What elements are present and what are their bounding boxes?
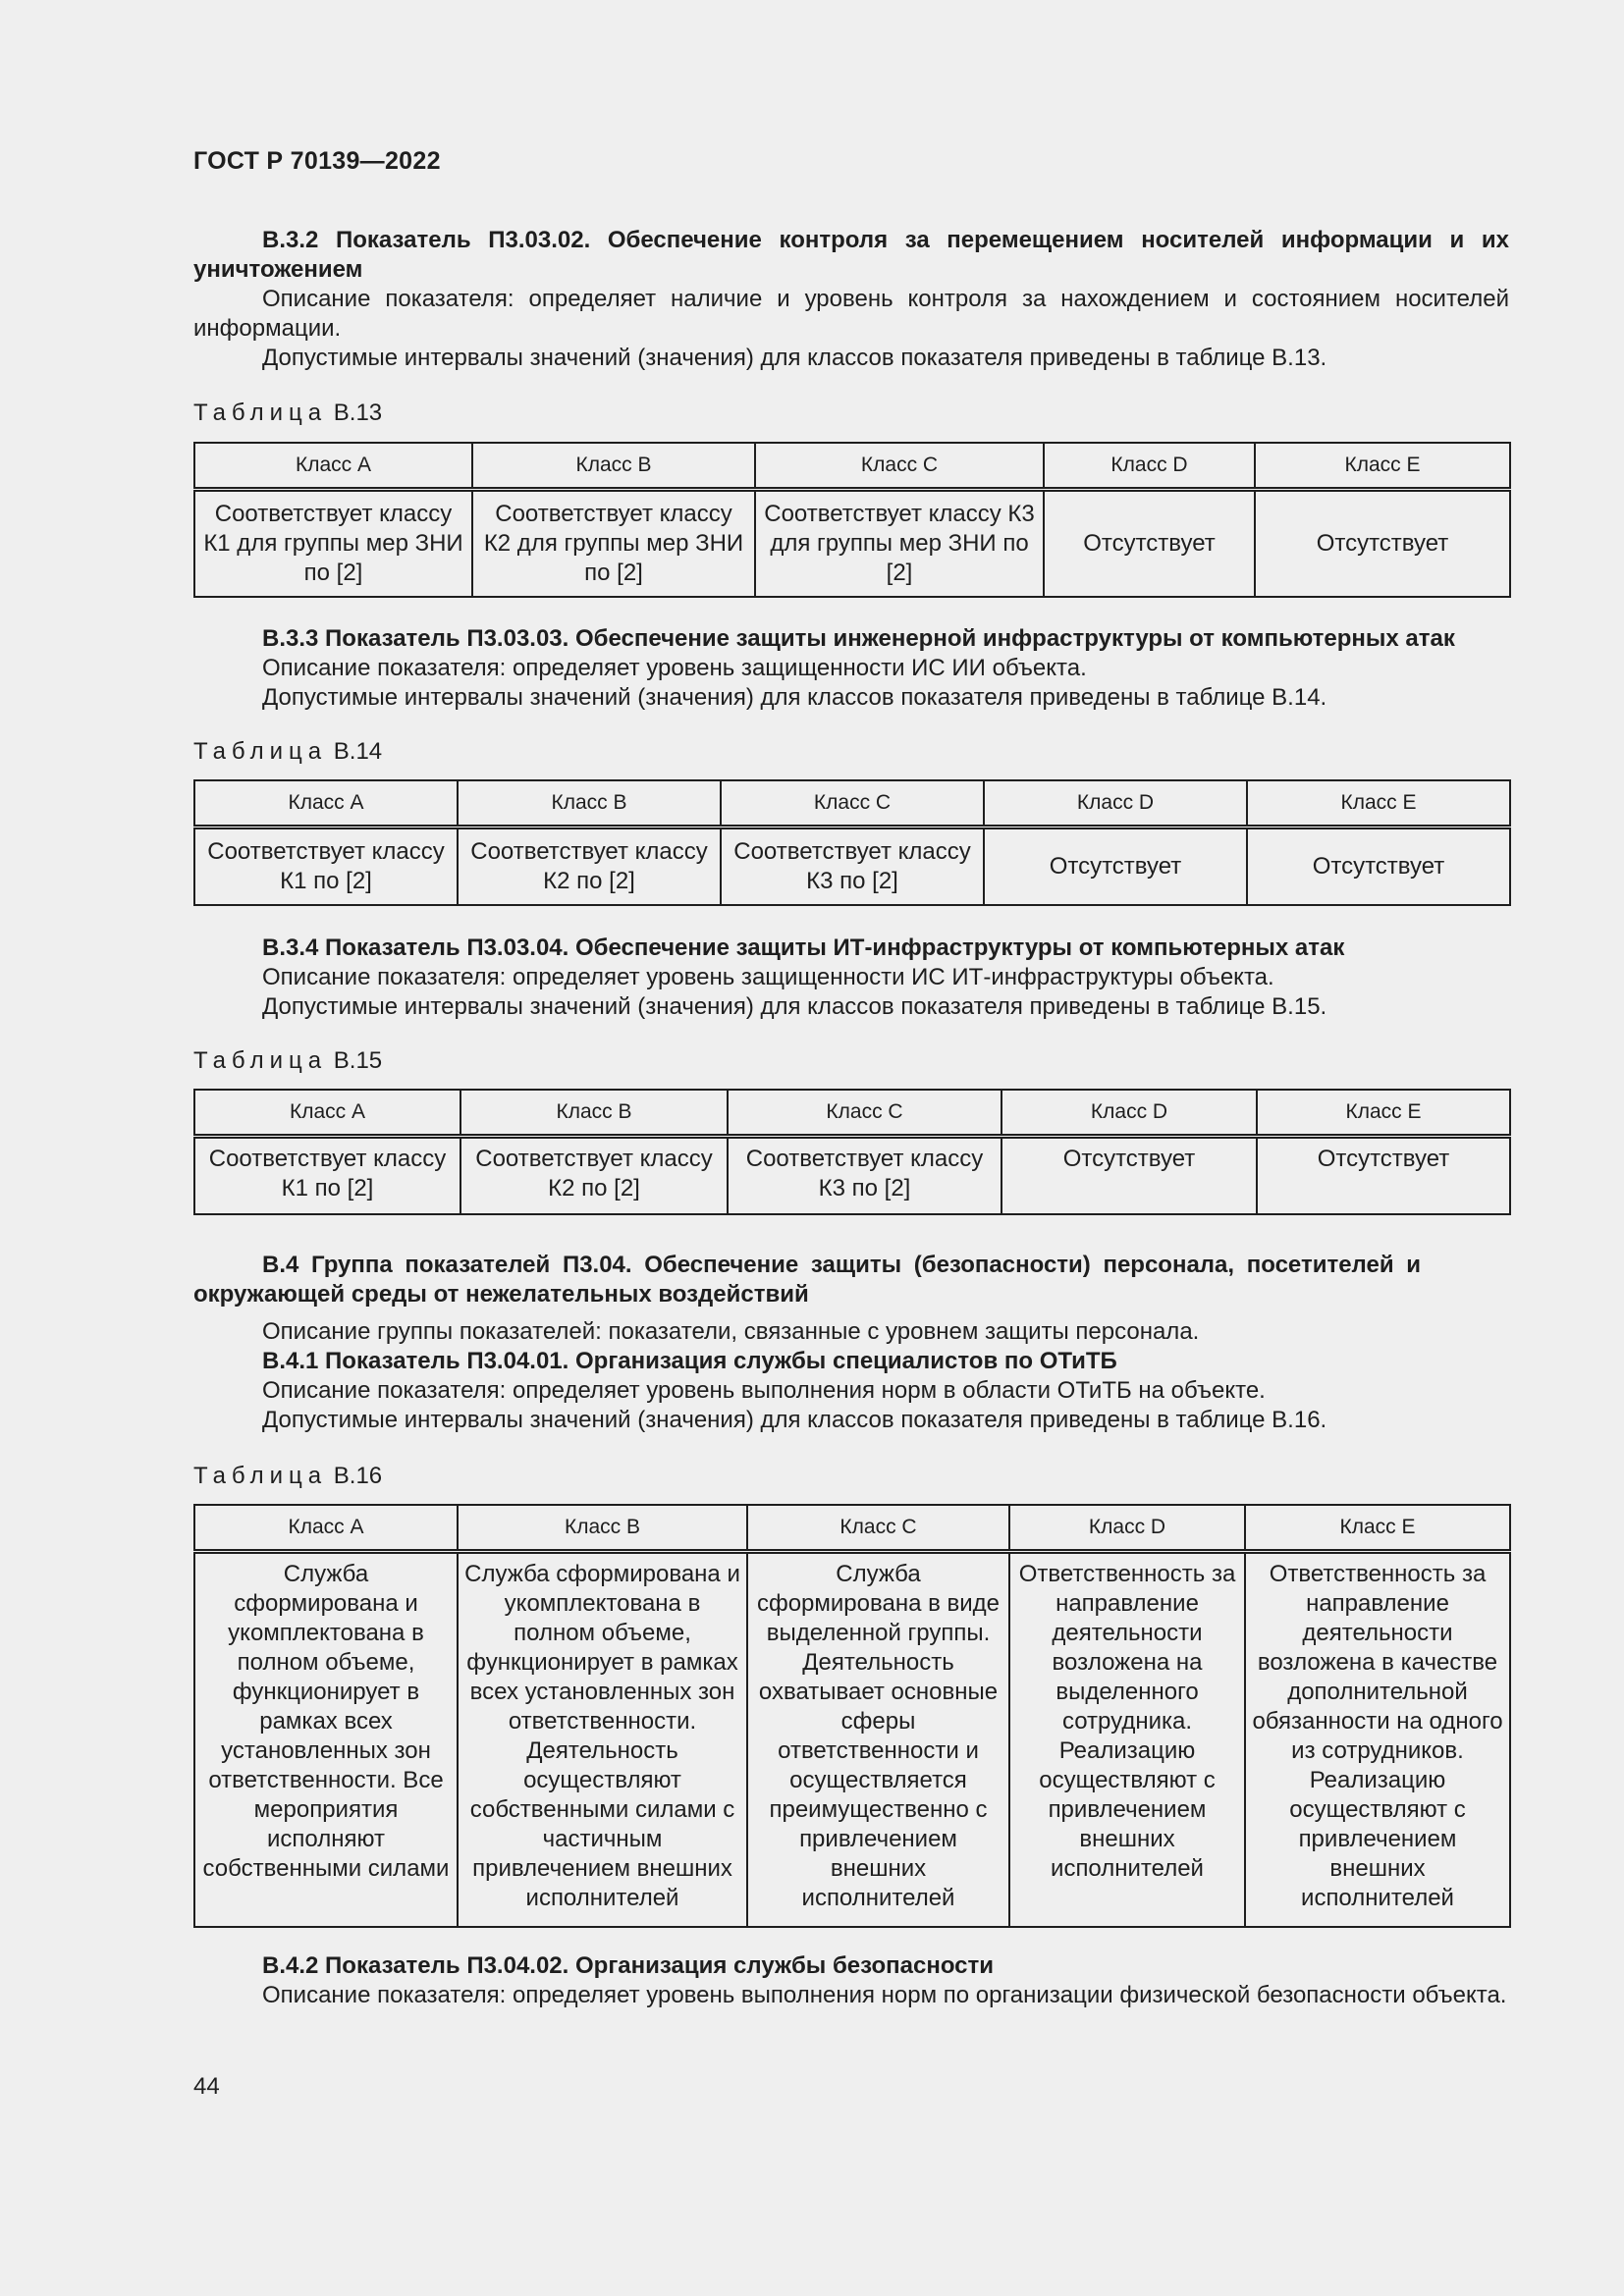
table-b14 [193,779,1511,906]
caption-word: Таблица [193,1047,328,1074]
table-cell: Соответствует классу К1 по [2] [194,1137,460,1214]
subsection-title: В.4.1 Показатель П3.04.01. Организация службы специалистов по ОТиТБ [262,1348,1117,1374]
header-cell: Класс Е [1245,1505,1510,1552]
section-intervals: Допустимые интервалы значений (значения) для классов показателя приведены в таблице В.16. [262,1407,1327,1433]
table-cell: Соответствует классу К1 для группы мер ЗНИ по [2] [194,490,472,597]
table-cell: Соответствует классу К3 для группы мер ЗНИ по [2] [755,490,1044,597]
table-caption-b14 [193,738,382,766]
section-description: Описание показателя: определяет уровень защищенности ИС ИТ-инфраструктуры объекта. [262,964,1274,990]
section-description: Описание группы показателей: показатели, связанные с уровнем защиты персонала. [262,1318,1200,1345]
caption-number: В.16 [333,1463,383,1489]
table-cell: Соответствует классу К2 для группы мер ЗНИ по [2] [472,490,755,597]
table-caption-b15 [193,1047,382,1075]
table-cell: Соответствует классу К1 по [2] [194,828,458,905]
table-cell: Отсутствует [984,828,1247,905]
table-cell: Отсутствует [1255,490,1510,597]
caption-word: Таблица [193,738,328,765]
caption-word: Таблица [193,1463,328,1489]
table-cell: Отсутствует [1001,1137,1257,1214]
section-intervals: Допустимые интервалы значений (значения) для классов показателя приведены в таблице В.15. [262,993,1327,1020]
table-header-row [194,1505,1510,1552]
page-number: 44 [193,2073,220,2100]
table-header-row [194,1090,1510,1137]
table-caption-b16 [193,1463,382,1490]
header-cell: Класс С [721,780,984,828]
table-cell: Ответственность за направление деятельности возложена в качестве дополнительной обязанности на одного из сотрудников. Реализацию осуществляют с привлечением внешних исполнителей [1245,1552,1510,1927]
header-cell: Класс Е [1255,443,1510,490]
header-cell: Класс D [984,780,1247,828]
table-cell: Отсутствует [1257,1137,1510,1214]
table-cell: Отсутствует [1044,490,1255,597]
table-caption-b13 [193,400,382,427]
section-description: Описание показателя: определяет уровень выполнения норм в области ОТиТБ на объекте. [262,1377,1266,1404]
section-b4 [193,1251,1509,1435]
header-cell: Класс В [458,780,721,828]
section-intervals: Допустимые интервалы значений (значения) для классов показателя приведены в таблице В.13. [262,345,1327,371]
caption-number: В.15 [333,1047,383,1074]
section-description: Описание показателя: определяет уровень выполнения норм по организации физической безопасности объекта. [262,1982,1507,2008]
section-title: В.4.2 Показатель П3.04.02. Организация службы безопасности [262,1952,995,1979]
table-cell: Служба сформирована и укомплектована в полном объеме, функционирует в рамках всех установленных зон ответственности. Все мероприятия исполняют собственными силами [194,1552,458,1927]
header-cell: Класс D [1009,1505,1245,1552]
section-intervals: Допустимые интервалы значений (значения) для классов показателя приведены в таблице В.14. [262,684,1327,711]
table-row [194,828,1510,905]
table-cell: Служба сформирована и укомплектована в полном объеме, функционирует в рамках всех установленных зон ответственности. Деятельность осуществляют собственными силами с частичным привлечением внешних исполнителей [458,1552,747,1927]
header-cell: Класс D [1044,443,1255,490]
header-cell: Класс А [194,780,458,828]
table-cell: Служба сформирована в виде выделенной группы. Деятельность охватывает основные сферы ответственности и осуществляется преимущественно с привлечением внешних исполнителей [747,1552,1009,1927]
table-header-row [194,780,1510,828]
table-cell: Соответствует классу К3 по [2] [721,828,984,905]
document-header: ГОСТ Р 70139—2022 [193,147,441,175]
header-cell: Класс В [472,443,755,490]
section-b32 [193,226,1509,373]
section-title: В.4 Группа показателей П3.04. Обеспечение защиты (безопасности) персонала, посетителей и окружающей среды от нежелательных воздействий [193,1252,1421,1308]
header-cell: Класс D [1001,1090,1257,1137]
table-header-row [194,443,1510,490]
table-b16 [193,1504,1511,1928]
table-row [194,1552,1510,1927]
section-title: В.3.2 Показатель П3.03.02. Обеспечение контроля за перемещением носителей информации и их уничтожением [193,227,1509,283]
table-cell: Соответствует классу К2 по [2] [458,828,721,905]
header-cell: Класс В [460,1090,728,1137]
section-description: Описание показателя: определяет уровень защищенности ИС ИИ объекта. [262,655,1087,681]
header-cell: Класс А [194,1090,460,1137]
table-row [194,490,1510,597]
header-cell: Класс А [194,1505,458,1552]
section-b33 [193,624,1509,713]
section-title: В.3.4 Показатель П3.03.04. Обеспечение защиты ИТ-инфраструктуры от компьютерных атак [262,934,1345,961]
header-cell: Класс С [728,1090,1001,1137]
header-cell: Класс Е [1257,1090,1510,1137]
header-cell: Класс В [458,1505,747,1552]
section-b34 [193,934,1509,1022]
caption-word: Таблица [193,400,328,426]
caption-number: В.14 [333,738,383,765]
header-cell: Класс С [747,1505,1009,1552]
header-cell: Класс С [755,443,1044,490]
table-b13 [193,442,1511,598]
table-cell: Соответствует классу К2 по [2] [460,1137,728,1214]
table-cell: Ответственность за направление деятельности возложена на выделенного сотрудника. Реализацию осуществляют с привлечением внешних исполнителей [1009,1552,1245,1927]
table-cell: Соответствует классу К3 по [2] [728,1137,1001,1214]
table-row [194,1137,1510,1214]
table-cell: Отсутствует [1247,828,1510,905]
caption-number: В.13 [333,400,383,426]
section-b42 [193,1951,1509,2010]
header-cell: Класс А [194,443,472,490]
header-cell: Класс Е [1247,780,1510,828]
section-description: Описание показателя: определяет наличие и уровень контроля за нахождением и состоянием носителей информации. [193,286,1509,342]
section-title: В.3.3 Показатель П3.03.03. Обеспечение защиты инженерной инфраструктуры от компьютерных атак [262,625,1455,652]
table-b15 [193,1089,1511,1215]
